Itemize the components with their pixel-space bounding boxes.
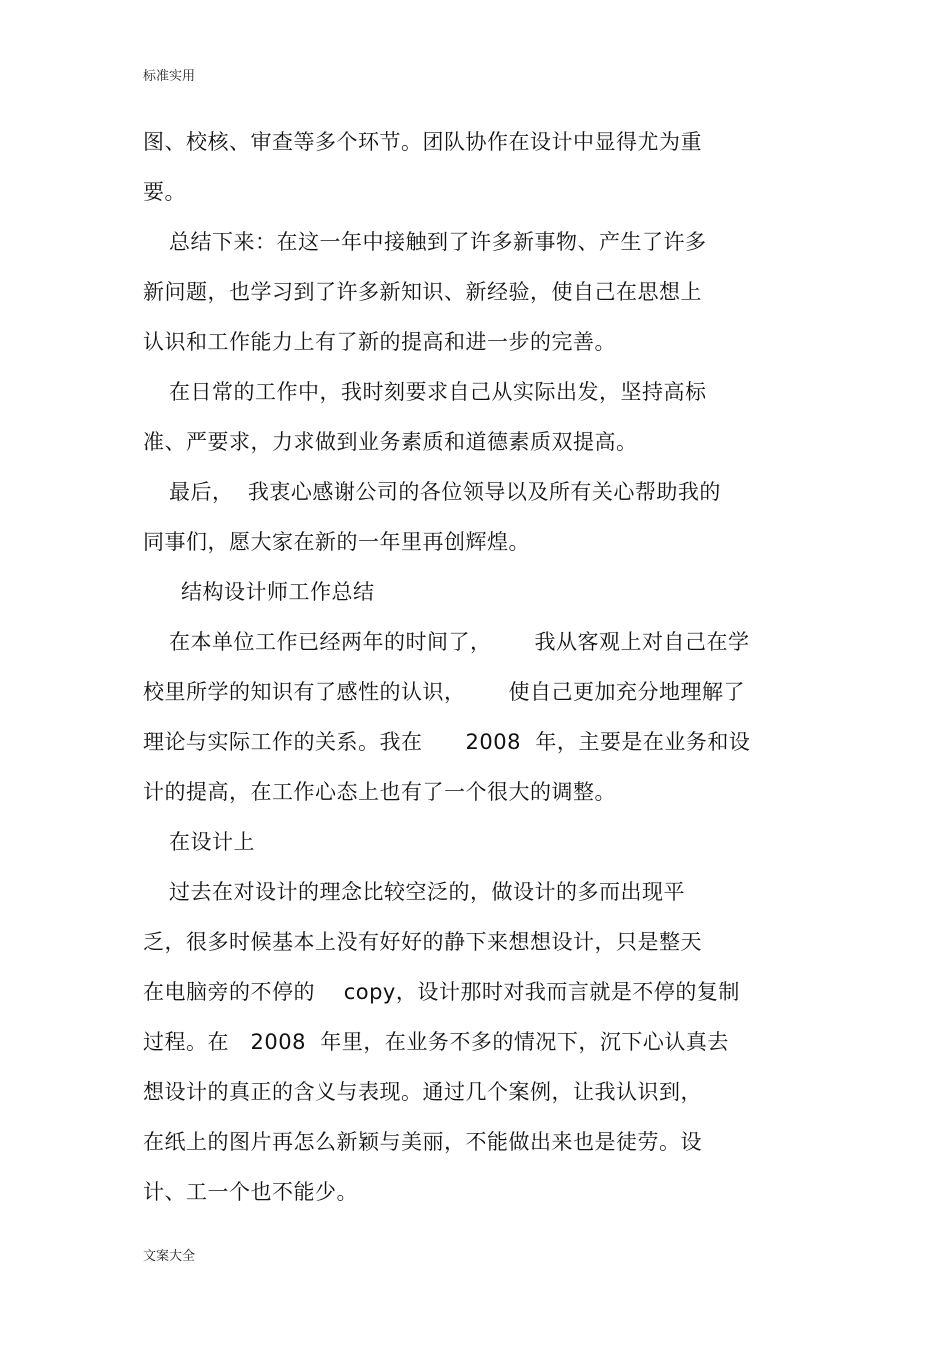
text-line: 在纸上的图片再怎么新颖与美丽，不能做出来也是徒劳。设 bbox=[143, 1130, 702, 1154]
page-header: 标准实用 bbox=[143, 69, 196, 84]
text-line: 在电脑旁的不停的 copy，设计那时对我而言就是不停的复制 bbox=[143, 980, 740, 1004]
section-title: 结构设计师工作总结 bbox=[181, 580, 375, 604]
text-line: 计的提高，在工作心态上也有了一个很大的调整。 bbox=[143, 780, 616, 804]
text-line: 过程。在 2008 年里，在业务不多的情况下，沉下心认真去 bbox=[143, 1030, 729, 1054]
text-line: 新问题，也学习到了许多新知识、新经验，使自己在思想上 bbox=[143, 280, 702, 304]
text-line: 准、严要求，力求做到业务素质和道德素质双提高。 bbox=[143, 430, 638, 454]
text-line: 理论与实际工作的关系。我在 2008 年，主要是在业务和设 bbox=[143, 730, 751, 754]
text-line: 图、校核、审查等多个环节。团队协作在设计中显得尤为重 bbox=[143, 130, 702, 154]
text-line: 乏，很多时候基本上没有好好的静下来想想设计，只是整天 bbox=[143, 930, 702, 954]
text-line: 想设计的真正的含义与表现。通过几个案例，让我认识到， bbox=[143, 1080, 702, 1104]
text-line: 同事们，愿大家在新的一年里再创辉煌。 bbox=[143, 530, 530, 554]
text-line: 计、工一个也不能少。 bbox=[143, 1180, 358, 1204]
text-line: 在本单位工作已经两年的时间了， 我从客观上对自己在学 bbox=[169, 630, 750, 654]
text-line: 在日常的工作中，我时刻要求自己从实际出发，坚持高标 bbox=[169, 380, 707, 404]
text-line: 总结下来：在这一年中接触到了许多新事物、产生了许多 bbox=[169, 230, 707, 254]
text-line: 最后， 我衷心感谢公司的各位领导以及所有关心帮助我的 bbox=[169, 480, 721, 504]
text-line: 要。 bbox=[143, 180, 186, 204]
text-line: 校里所学的知识有了感性的认识， 使自己更加充分地理解了 bbox=[143, 680, 746, 704]
subsection-title: 在设计上 bbox=[169, 830, 255, 854]
text-line: 过去在对设计的理念比较空泛的，做设计的多而出现平 bbox=[169, 880, 685, 904]
page-footer: 文案大全 bbox=[143, 1249, 196, 1264]
text-line: 认识和工作能力上有了新的提高和进一步的完善。 bbox=[143, 330, 616, 354]
document-body bbox=[143, 120, 823, 1220]
